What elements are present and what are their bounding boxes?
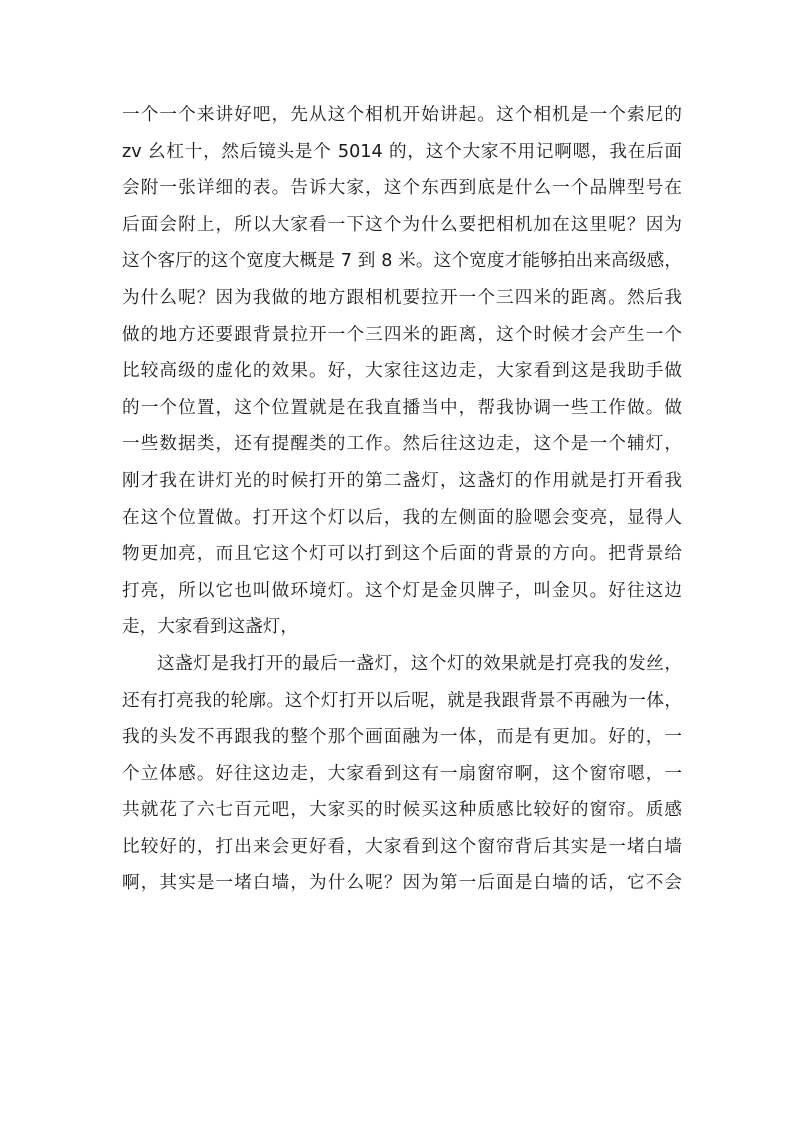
text-line: 走，大家看到这盏灯， bbox=[122, 617, 298, 638]
text-line: 还有打亮我的轮廓。这个灯打开以后呢，就是我跟背景不再融为一体， bbox=[122, 690, 682, 711]
text-line: 我的头发不再跟我的整个那个画面融为一体，而是有更加。好的，一 bbox=[122, 727, 682, 748]
text-line: 这盏灯是我打开的最后一盏灯，这个灯的效果就是打亮我的发丝， bbox=[157, 653, 682, 674]
text-line: 会附一张详细的表。告诉大家，这个东西到底是什么一个品牌型号在 bbox=[122, 178, 682, 199]
text-line: 为什么呢？因为我做的地方跟相机要拉开一个三四米的距离。然后我 bbox=[122, 287, 682, 308]
text-line: 比较好的，打出来会更好看，大家看到这个窗帘背后其实是一堵白墙 bbox=[122, 836, 682, 857]
text-line: 打亮，所以它也叫做环境灯。这个灯是金贝牌子，叫金贝。好往这边 bbox=[122, 580, 682, 601]
text-line: 啊，其实是一堵白墙，为什么呢？因为第一后面是白墙的话，它不会 bbox=[122, 873, 682, 894]
text-line: 一些数据类，还有提醒类的工作。然后往这边走，这个是一个辅灯， bbox=[122, 434, 682, 455]
text-line: 后面会附上，所以大家看一下这个为什么要把相机加在这里呢？因为 bbox=[122, 214, 682, 235]
text-line: 做的地方还要跟背景拉开一个三四米的距离，这个时候才会产生一个 bbox=[122, 324, 682, 345]
text-line: 刚才我在讲灯光的时候打开的第二盏灯，这盏灯的作用就是打开看我 bbox=[122, 470, 682, 491]
document-body bbox=[122, 97, 682, 902]
text-line: 在这个位置做。打开这个灯以后，我的左侧面的脸嗯会变亮，显得人 bbox=[122, 507, 682, 528]
text-line: 共就花了六七百元吧，大家买的时候买这种质感比较好的窗帘。质感 bbox=[122, 800, 682, 821]
text-line: 的一个位置，这个位置就是在我直播当中，帮我协调一些工作做。做 bbox=[122, 397, 682, 418]
paragraph-1 bbox=[122, 97, 682, 646]
text-line: 这个客厅的这个宽度大概是 7 到 8 米。这个宽度才能够拍出来高级感， bbox=[122, 251, 682, 272]
text-line: 物更加亮，而且它这个灯可以打到这个后面的背景的方向。把背景给 bbox=[122, 544, 682, 565]
text-line: 比较高级的虚化的效果。好，大家往这边走，大家看到这是我助手做 bbox=[122, 361, 682, 382]
text-line: zv 幺杠十，然后镜头是个 5014 的，这个大家不用记啊嗯，我在后面 bbox=[122, 141, 682, 162]
text-line: 个立体感。好往这边走，大家看到这有一扇窗帘啊，这个窗帘嗯，一 bbox=[122, 763, 682, 784]
paragraph-2 bbox=[122, 646, 682, 902]
text-line: 一个一个来讲好吧，先从这个相机开始讲起。这个相机是一个索尼的 bbox=[122, 105, 682, 125]
